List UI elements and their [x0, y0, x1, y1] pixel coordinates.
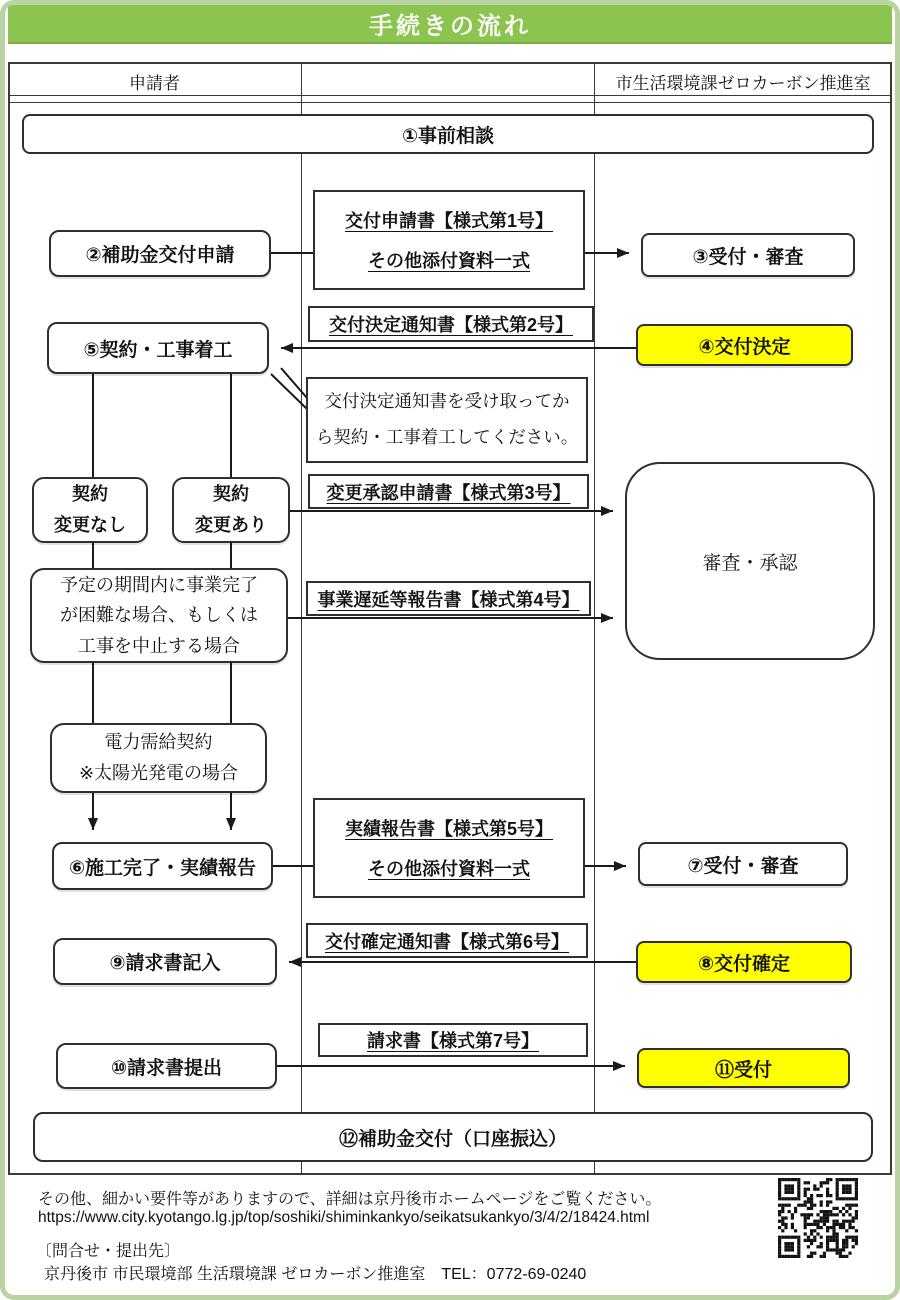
node-step8-grant-confirmation: ⑧交付確定	[636, 941, 852, 983]
doc-label-invoice-form7: 請求書【様式第7号】	[318, 1023, 588, 1057]
node-step11-reception: ⑪受付	[637, 1048, 850, 1088]
column-header-applicant: 申請者	[129, 73, 180, 93]
page-title: 手続きの流れ	[8, 5, 892, 44]
node-step12-subsidy-payment: ⑫補助金交付（口座振込）	[33, 1112, 873, 1162]
footer-contact: 京丹後市 市民環境部 生活環境課 ゼロカーボン推進室 TEL：0772-69-0240	[44, 1266, 587, 1283]
node-step5-contract-construction-start: ⑤契約・工事着工	[47, 322, 269, 374]
node-contract-no-change: 契約 変更なし	[32, 477, 148, 543]
column-header-city-office: 市生活環境課ゼロカーボン推進室	[615, 73, 871, 93]
doc-label-delay-report-form4: 事業遅延等報告書【様式第4号】	[306, 581, 591, 616]
node-power-supply-contract: 電力需給契約 ※太陽光発電の場合	[50, 723, 267, 793]
node-delay-or-cancel-case: 予定の期間内に事業完了 が困難な場合、もしくは 工事を中止する場合	[30, 568, 288, 663]
node-step1-pre-consultation: ①事前相談	[22, 114, 874, 154]
node-step6-completion-report: ⑥施工完了・実績報告	[52, 842, 273, 890]
node-review-approval: 審査・承認	[625, 462, 875, 660]
node-step2-subsidy-application: ②補助金交付申請	[49, 230, 271, 277]
doc-label-decision-notice-form2: 交付決定通知書【様式第2号】	[308, 306, 594, 342]
node-step7-reception-review: ⑦受付・審査	[638, 842, 848, 886]
node-step10-submit-invoice: ⑩請求書提出	[56, 1043, 277, 1089]
node-step4-grant-decision: ④交付決定	[636, 324, 853, 366]
doc-label-final-decision-notice-form6: 交付確定通知書【様式第6号】	[306, 923, 588, 958]
note-wait-for-decision-notice: 交付決定通知書を受け取ってか ら契約・工事着工してください。	[306, 377, 588, 463]
qr-code	[778, 1178, 858, 1258]
node-contract-change: 契約 変更あり	[172, 477, 290, 543]
footer-url: https://www.city.kyotango.lg.jp/top/soshiki/shiminkankyo/seikatsukankyo/3/4/2/18424.html	[38, 1209, 650, 1226]
doc-label-change-approval-form3: 変更承認申請書【様式第3号】	[308, 474, 589, 509]
node-step3-reception-review: ③受付・審査	[641, 233, 855, 277]
footer-contact-label: 〔問合せ・提出先〕	[36, 1243, 181, 1260]
node-step9-fill-invoice: ⑨請求書記入	[53, 938, 277, 985]
footer-note: その他、細かい要件等がありますので、詳細は京丹後市ホームページをご覧ください。	[38, 1191, 662, 1208]
doc-label-application-form1: 交付申請書【様式第1号】 その他添付資料一式	[313, 190, 585, 290]
doc-label-result-report-form5: 実績報告書【様式第5号】 その他添付資料一式	[313, 798, 585, 898]
